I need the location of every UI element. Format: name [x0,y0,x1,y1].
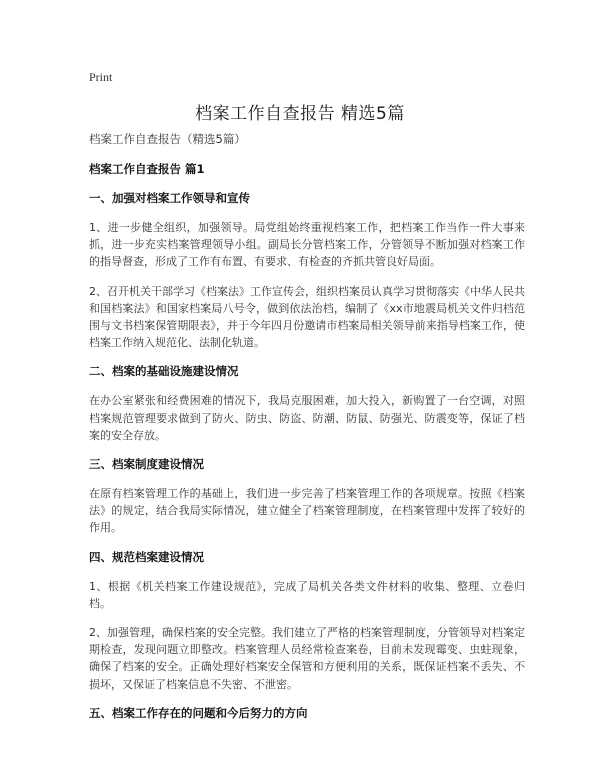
paragraph: 在原有档案管理工作的基础上，我们进一步完善了档案管理工作的各项规章。按照《档案法》的规定，结合我局实际情况，建立健全了档案管理制度，在档案管理中发挥了较好的作用。 [89,487,525,535]
section-heading-5: 五、档案工作存在的问题和今后努力的方向 [89,705,308,720]
section-heading-4: 四、规范档案建设情况 [89,549,204,564]
print-link[interactable]: Print [89,70,113,84]
paragraph: 1、根据《机关档案工作建设规范》，完成了局机关各类文件材料的收集、整理、立卷归档。 [89,579,525,610]
paragraph: 2、召开机关干部学习《档案法》工作宣传会，组织档案员认真学习贯彻落实《中华人民共和国档案法》和国家档案局八号令，做到依法治档，编制了《xx市地震局机关文件归档范围与文书档案保管期限表》，并于今年四月份邀请市档案局相关领导前来指导档案工作，使档案工作纳入规范化、法制化轨道。 [89,284,525,350]
paragraph: 2、加强管理，确保档案的安全完整。我们建立了严格的档案管理制度，分管领导对档案定期检查，发现问题立即整改。档案管理人员经常检查案卷，目前未发现霉变、虫蛀现象，确保了档案的安全。正确处理好档案安全保管和方便利用的关系，既保证档案不丢失、不损坏，又保证了档案信息不失密、不泄密。 [89,626,525,691]
section-heading-2: 二、档案的基础设施建设情况 [89,364,239,379]
document-subtitle: 档案工作自查报告（精选5篇） [89,132,246,146]
page-title: 档案工作自查报告 精选5篇 [195,104,405,124]
paragraph: 1、进一步健全组织，加强领导。局党组始终重视档案工作，把档案工作当作一件大事来抓，进一步充实档案管理领导小组。副局长分管档案工作，分管领导不断加强对档案工作的指导督查，形成了工作有布置、有要求、有检查的齐抓共管良好局面。 [89,221,525,269]
section-heading-1: 一、加强对档案工作领导和宣传 [89,191,250,205]
paragraph: 在办公室紧张和经费困难的情况下，我局克服困难，加大投入，新购置了一台空调，对照档案规范管理要求做到了防火、防虫、防盗、防潮、防鼠、防强光、防震变等，保证了档案的安全存放。 [89,394,525,442]
section-heading-3: 三、档案制度建设情况 [89,457,204,472]
article-heading: 档案工作自查报告 篇1 [89,162,205,176]
document-body [89,131,525,734]
